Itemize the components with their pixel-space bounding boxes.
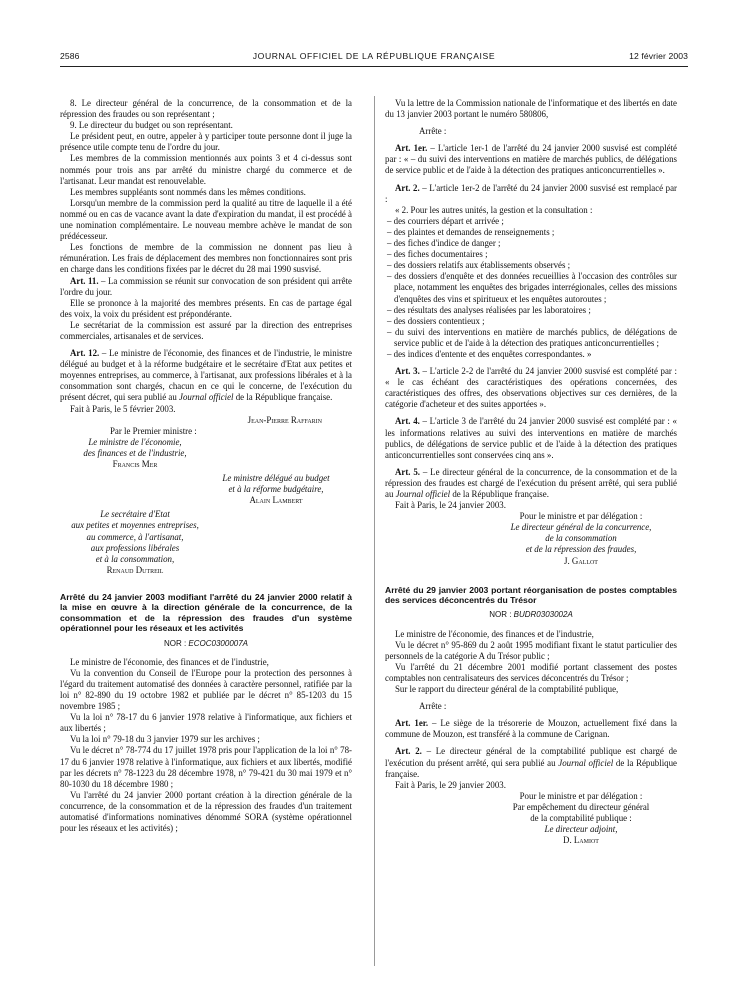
list-item: – du suivi des interventions en matière de marchés publics, de délégations de service public et de l'aide à la détection des pratiques anticoncurrentielles ; — [387, 326, 677, 348]
article-text: de la République française. — [233, 392, 333, 403]
signatory-title: et à la consommation, — [95, 553, 175, 564]
paragraph: Le secrétariat de la commission est assuré par la direction des entreprises commerciales, artisanales et de services. — [60, 319, 352, 341]
signatory-title: Par empêchement du directeur général — [512, 801, 650, 812]
article-label: Art. 2. — [395, 182, 420, 193]
paragraph: Le président peut, en outre, appeler à y participer toute personne dont il juge la présence utile compte tenu de l'ordre du jour. — [60, 131, 352, 153]
paragraph: Les fonctions de membre de la commission ne donnent pas lieu à rémunération. Les frais de déplacement des membres non fonctionnaires sont pris en charge dans les conditions fixées par le décret du 28 mai 1990 susvisé. — [60, 242, 352, 275]
journal-ref: Journal officiel — [558, 757, 614, 768]
article-label: Art. 5. — [395, 466, 421, 477]
article-text: – Le directeur général de la comptabilité publique est chargé de l'exécution du présent arrêté, qui sera publié au — [385, 746, 677, 768]
item-list — [385, 216, 677, 360]
article-label: Art. 12. — [70, 348, 100, 359]
nor-label: NOR : — [163, 638, 189, 648]
signatory-title: des finances et de l'industrie, — [83, 447, 187, 458]
journal-title: JOURNAL OFFICIEL DE LA RÉPUBLIQUE FRANÇAISE — [252, 51, 496, 61]
article-label: Art. 2. — [395, 746, 422, 757]
signatory-title: Le ministre de l'économie, — [88, 436, 182, 447]
list-item: – des indices d'entente et des enquêtes correspondantes. » — [387, 348, 592, 359]
paragraph: Vu l'arrêté du 24 janvier 2000 portant création à la direction générale de la concurrence, de la consommation et de la répression des fraudes d'un traitement automatisé d'informations nominatives dénommé SORA (système opérationnel pour les réseaux et les activités) ; — [60, 789, 352, 834]
article-text: – L'article 1er-1 de l'arrêté du 24 janvier 2000 susvisé est complété par : « – du suivi des interventions en matière de marchés publics, de délégations de service public et de l'aide à la détection des pratiques anticoncurrentielles ». — [385, 143, 677, 176]
paragraph: Vu l'arrêté du 21 décembre 2001 modifié portant classement des postes comptables non centralisateurs des services déconcentrés du Trésor ; — [385, 661, 677, 683]
signatory-title: et à la réforme budgétaire, — [228, 484, 324, 495]
paragraph: Vu la lettre de la Commission nationale de l'informatique et des libertés en date du 13 janvier 2003 portant le numéro 580806, — [385, 98, 677, 120]
list-item: – des résultats des analyses réalisées par les laboratoires ; — [387, 304, 591, 315]
signatory-name: D. Lamiot — [563, 835, 599, 846]
journal-ref: Journal officiel — [179, 392, 234, 403]
signatory-title: Pour le ministre et par délégation : — [519, 790, 643, 801]
page-header — [60, 51, 688, 65]
page-number: 2586 — [60, 51, 80, 61]
article-4 — [385, 416, 677, 460]
signatory-title: de la comptabilité publique : — [530, 812, 632, 823]
article-text: – L'article 3 de l'arrêté du 24 janvier 2000 susvisé est complété par : « les informations relatives au suivi des interventions en matière de marchés publics, de délégations de service public et de l'aide à la détection des pratiques anticoncurrentielles sont conservées cinq ans ». — [385, 416, 677, 460]
issue-date: 12 février 2003 — [629, 51, 688, 61]
article-label: Art. 3. — [395, 366, 420, 377]
article-label: Art. 1er. — [395, 143, 428, 154]
signatory-title: au commerce, à l'artisanat, — [86, 531, 184, 542]
paragraph: 8. Le directeur général de la concurrence, de la consommation et de la répression des fraudes ou son représentant ; — [60, 98, 352, 120]
signatory-title: Le secrétaire d'Etat — [100, 509, 170, 520]
article-label: Art. 11. — [70, 275, 99, 286]
list-item: – des plaintes et demandes de renseignements ; — [387, 226, 555, 237]
paragraph: Les membres de la commission mentionnés aux points 3 et 4 ci-dessus sont nommés pour trois ans par arrêté du ministre chargé du commerce et de l'artisanat. Leur mandat est renouvelable. — [60, 153, 352, 186]
article-12 — [60, 348, 352, 403]
article-1 — [385, 718, 677, 740]
by-prime-minister: Par le Premier ministre : — [110, 425, 197, 436]
done-at: Fait à Paris, le 5 février 2003. — [70, 403, 176, 414]
paragraph: Les membres suppléants sont nommés dans les mêmes conditions. — [70, 186, 306, 197]
paragraph: Vu la loi n° 79-18 du 3 janvier 1979 sur les archives ; — [70, 734, 260, 745]
signatory-title: Le ministre délégué au budget — [222, 473, 330, 484]
article-2 — [385, 183, 677, 205]
list-item: – des dossiers d'enquête et des données recueillies à l'occasion des contrôles sur place, notamment les enquêtes des brigades interrégionales, celles des missions d'enquêtes des vins et spiritueux et les enquêtes autoroutes ; — [387, 271, 677, 304]
paragraph: Elle se prononce à la majorité des membres présents. En cas de partage égal des voix, la voix du président est prépondérante. — [60, 297, 352, 319]
signer-name: Jean-Pierre Raffarin — [247, 414, 322, 425]
signatory-name: Alain Lambert — [249, 495, 303, 506]
paragraph: Vu la loi n° 78-17 du 6 janvier 1978 relative à l'informatique, aux fichiers et aux libertés ; — [60, 712, 352, 734]
paragraph: Vu le décret n° 95-869 du 2 août 1995 modifiant fixant le statut particulier des personnels de la catégorie A du Trésor public ; — [385, 639, 677, 661]
signatory-name: Francis Mer — [112, 459, 158, 469]
paragraph: Le ministre de l'économie, des finances et de l'industrie, — [395, 628, 594, 639]
list-item: – des dossiers relatifs aux établissements observés ; — [387, 260, 571, 271]
signatory-title: et de la répression des fraudes, — [525, 544, 637, 555]
nor-reference — [385, 609, 677, 620]
paragraph: Vu la convention du Conseil de l'Europe pour la protection des personnes à l'égard du traitement automatisé des données à caractère personnel, ratifiée par la loi n° 82-890 du 19 octobre 1982 et publiée par le décret n° 85-1203 du 15 novembre 1985 ; — [60, 667, 352, 712]
article-text: – Le siège de la trésorerie de Mouzon, actuellement fixé dans la commune de Mouzon, est transféré à la commune de Carignan. — [385, 718, 677, 740]
arrete-title: Arrêté du 24 janvier 2003 modifiant l'arrêté du 24 janvier 2000 relatif à la mise en œuvre à la direction générale de la concurrence, de la consommation et de la répression des fraudes d'un système opérationnel pour les réseaux et les activités — [60, 591, 352, 634]
article-3 — [385, 366, 677, 410]
paragraph: Vu le décret n° 78-774 du 17 juillet 1978 pris pour l'application de la loi n° 78-17 du 6 janvier 1978 relative à l'informatique, aux fichiers et aux libertés, modifié par les décrets n° 78-1223 du 28 décembre 1978, n° 79-421 du 30 mai 1979 et n° 80-1030 du 18 décembre 1980 ; — [60, 745, 352, 789]
header-rule — [60, 66, 688, 67]
paragraph: « 2. Pour les autres unités, la gestion et la consultation : — [395, 204, 593, 215]
paragraph: Sur le rapport du directeur général de la comptabilité publique, — [395, 684, 619, 695]
signatory-title: de la consommation — [545, 533, 617, 544]
right-column — [385, 98, 677, 846]
list-item: – des fiches documentaires ; — [387, 249, 488, 260]
column-divider — [374, 96, 375, 966]
left-column — [60, 98, 352, 834]
signatory-title: Le directeur général de la concurrence, — [510, 522, 652, 533]
list-item: – des dossiers contentieux ; — [387, 315, 485, 326]
article-text: – L'article 2-2 de l'arrêté du 24 janvier 2000 susvisé est complété par : « le cas échéant des caractéristiques des opérations concernées, des caractéristiques des offres, des observations objectives sur ces dernières, de la catégorie d'acheteur et des suites apportées ». — [385, 366, 678, 410]
nor-reference — [60, 638, 352, 649]
signatory-title: Pour le ministre et par délégation : — [519, 511, 643, 522]
paragraph: 9. Le directeur du budget ou son représentant. — [70, 120, 233, 131]
signatory-title: Le directeur adjoint, — [544, 824, 618, 835]
signatory-name: J. Gallot — [564, 555, 598, 566]
article-text: – Le ministre de l'économie, des finances et de l'industrie, le ministre délégué au budget et à la réforme budgétaire et le secrétaire d'Etat aux petites et moyennes entreprises, au commerce, à l'artisanat, aux professions libérales et à la consommation sont chargés, chacun en ce qui le concerne, de l'exécution du présent décret, qui sera publié au — [60, 348, 352, 403]
arrete-title: Arrêté du 29 janvier 2003 portant réorganisation de postes comptables des services déconcentrés du Trésor — [385, 584, 677, 606]
signatory-title: aux professions libérales — [90, 542, 180, 553]
article-text: – L'article 1er-2 de l'arrêté du 24 janvier 2000 susvisé est remplacé par : — [385, 182, 677, 204]
paragraph: Lorsqu'un membre de la commission perd la qualité au titre de laquelle il a été nommé ou en cas de vacance avant la date d'expiration du mandat, il est procédé à une nomination complémentaire. Le nouveau membre achève le mandat de son prédécesseur. — [60, 197, 352, 242]
list-item: – des courriers départ et arrivée ; — [387, 215, 504, 226]
article-2 — [385, 746, 677, 779]
nor-value: BUDR0303002A — [513, 610, 573, 620]
done-at: Fait à Paris, le 24 janvier 2003. — [395, 500, 506, 511]
done-at: Fait à Paris, le 29 janvier 2003. — [395, 779, 506, 790]
paragraph: Le ministre de l'économie, des finances et de l'industrie, — [70, 656, 269, 667]
article-label: Art. 1er. — [395, 718, 429, 729]
article-text: – Le directeur général de la concurrence, de la consommation et de la répression des fraudes est chargé de l'exécution du présent arrêté, qui sera publié au — [385, 466, 677, 499]
signatory-title: aux petites et moyennes entreprises, — [71, 520, 199, 531]
nor-label: NOR : — [489, 610, 514, 620]
article-1 — [385, 143, 677, 176]
article-11 — [60, 276, 352, 298]
article-5 — [385, 467, 677, 500]
article-label: Art. 4. — [395, 416, 420, 427]
list-item: – des fiches d'indice de danger ; — [387, 238, 501, 249]
article-text: – La commission se réunit sur convocation de son président qui arrête l'ordre du jour. — [60, 275, 352, 297]
article-text: de la République française. — [450, 489, 549, 499]
nor-value: ECOC0300007A — [188, 638, 249, 648]
arrete-heading: Arrête : — [419, 126, 447, 137]
signatory-name: Renaud Dutreil — [106, 564, 164, 575]
journal-ref: Journal officiel — [395, 489, 451, 499]
arrete-heading: Arrête : — [419, 701, 447, 712]
article-text: de la République française. — [385, 757, 677, 779]
